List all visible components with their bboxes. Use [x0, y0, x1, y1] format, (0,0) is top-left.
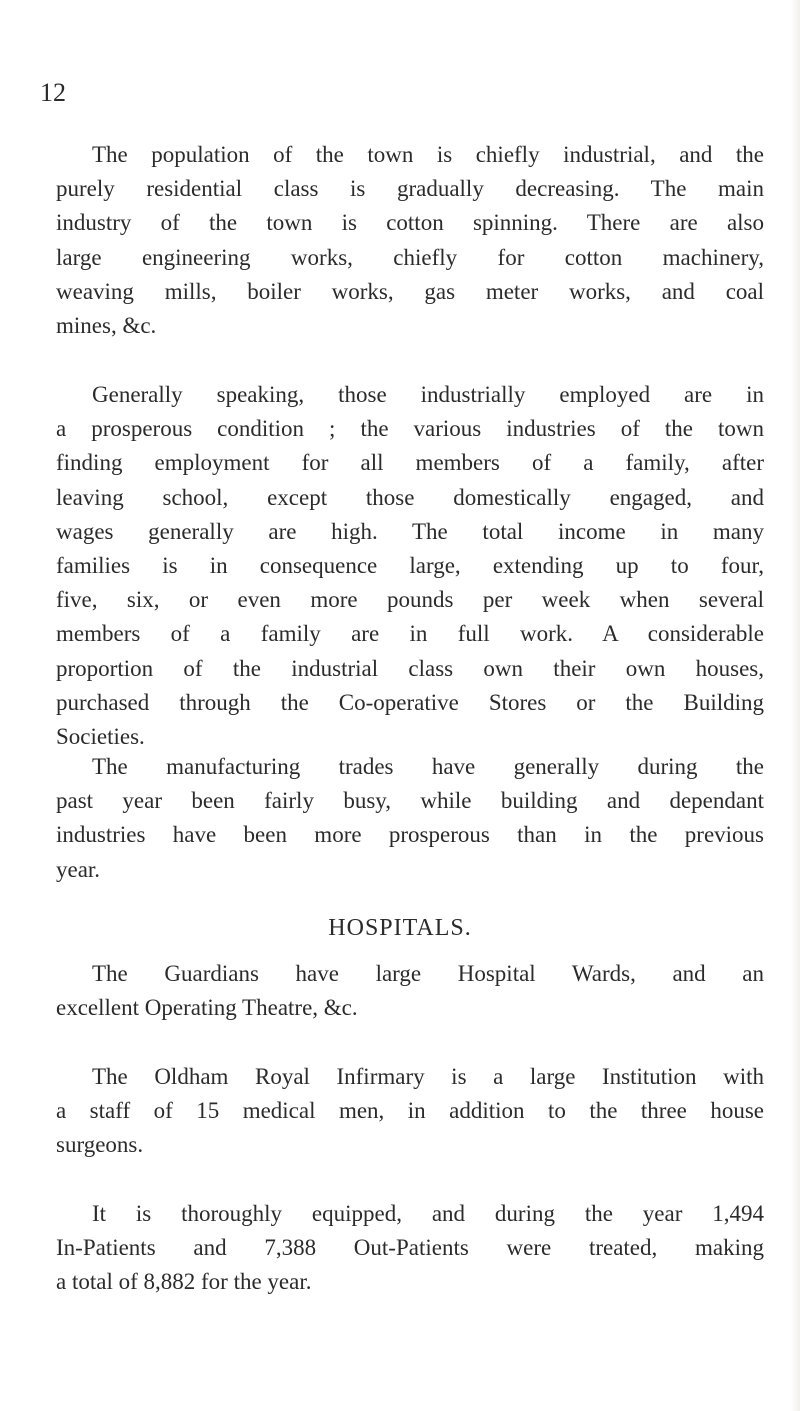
paragraph-trades — [56, 750, 764, 887]
paragraph-infirmary — [56, 1060, 764, 1163]
text-line: a prosperous condition ; the various industries of the town — [56, 416, 764, 442]
text-line: year. — [56, 856, 101, 882]
text-line: families is in consequence large, extending up to four, — [56, 553, 764, 579]
text-line: It is thoroughly equipped, and during the year 1,494 — [92, 1201, 764, 1226]
text-line: mines, &c. — [56, 313, 157, 339]
text-line: The population of the town is chiefly industrial, and the — [92, 142, 764, 167]
text-line: purely residential class is gradually decreasing. The main — [56, 176, 764, 202]
text-line: members of a family are in full work. A considerable — [56, 621, 764, 647]
text-line: In-Patients and 7,388 Out-Patients were treated, making — [56, 1235, 764, 1261]
text-line: past year been fairly busy, while building and dependant — [56, 788, 764, 814]
text-line: leaving school, except those domestically engaged, and — [56, 484, 764, 510]
paragraph-population — [56, 138, 764, 343]
text-line: wages generally are high. The total income in many — [56, 518, 764, 544]
text-line: five, six, or even more pounds per week when several — [56, 587, 764, 613]
page-number: 12 — [40, 78, 66, 107]
text-line: weaving mills, boiler works, gas meter works, and coal — [56, 278, 764, 304]
paragraph-employment — [56, 378, 764, 754]
text-line: industries have been more prosperous than in the previous — [56, 822, 764, 848]
text-line: The manufacturing trades have generally during the — [92, 754, 764, 779]
page-edge-shadow — [790, 0, 800, 1411]
section-heading-hospitals: HOSPITALS. — [328, 915, 472, 941]
text-line: a staff of 15 medical men, in addition to the three house — [56, 1098, 764, 1124]
text-line: finding employment for all members of a family, after — [56, 450, 764, 476]
text-line: The Oldham Royal Infirmary is a large Institution with — [92, 1064, 764, 1089]
text-line: Generally speaking, those industrially employed are in — [92, 382, 764, 407]
text-line: industry of the town is cotton spinning. There are also — [56, 210, 764, 236]
text-line: purchased through the Co-operative Stores or the Building — [56, 689, 764, 715]
text-line: proportion of the industrial class own their own houses, — [56, 655, 764, 681]
text-line: The Guardians have large Hospital Wards, and an — [92, 961, 764, 986]
text-line: surgeons. — [56, 1132, 144, 1158]
text-line: excellent Operating Theatre, &c. — [56, 995, 358, 1021]
paragraph-guardians — [56, 957, 764, 1025]
text-line: Societies. — [56, 724, 145, 750]
paragraph-patients — [56, 1197, 764, 1300]
text-line: large engineering works, chiefly for cotton machinery, — [56, 244, 764, 270]
text-line: a total of 8,882 for the year. — [56, 1269, 312, 1295]
